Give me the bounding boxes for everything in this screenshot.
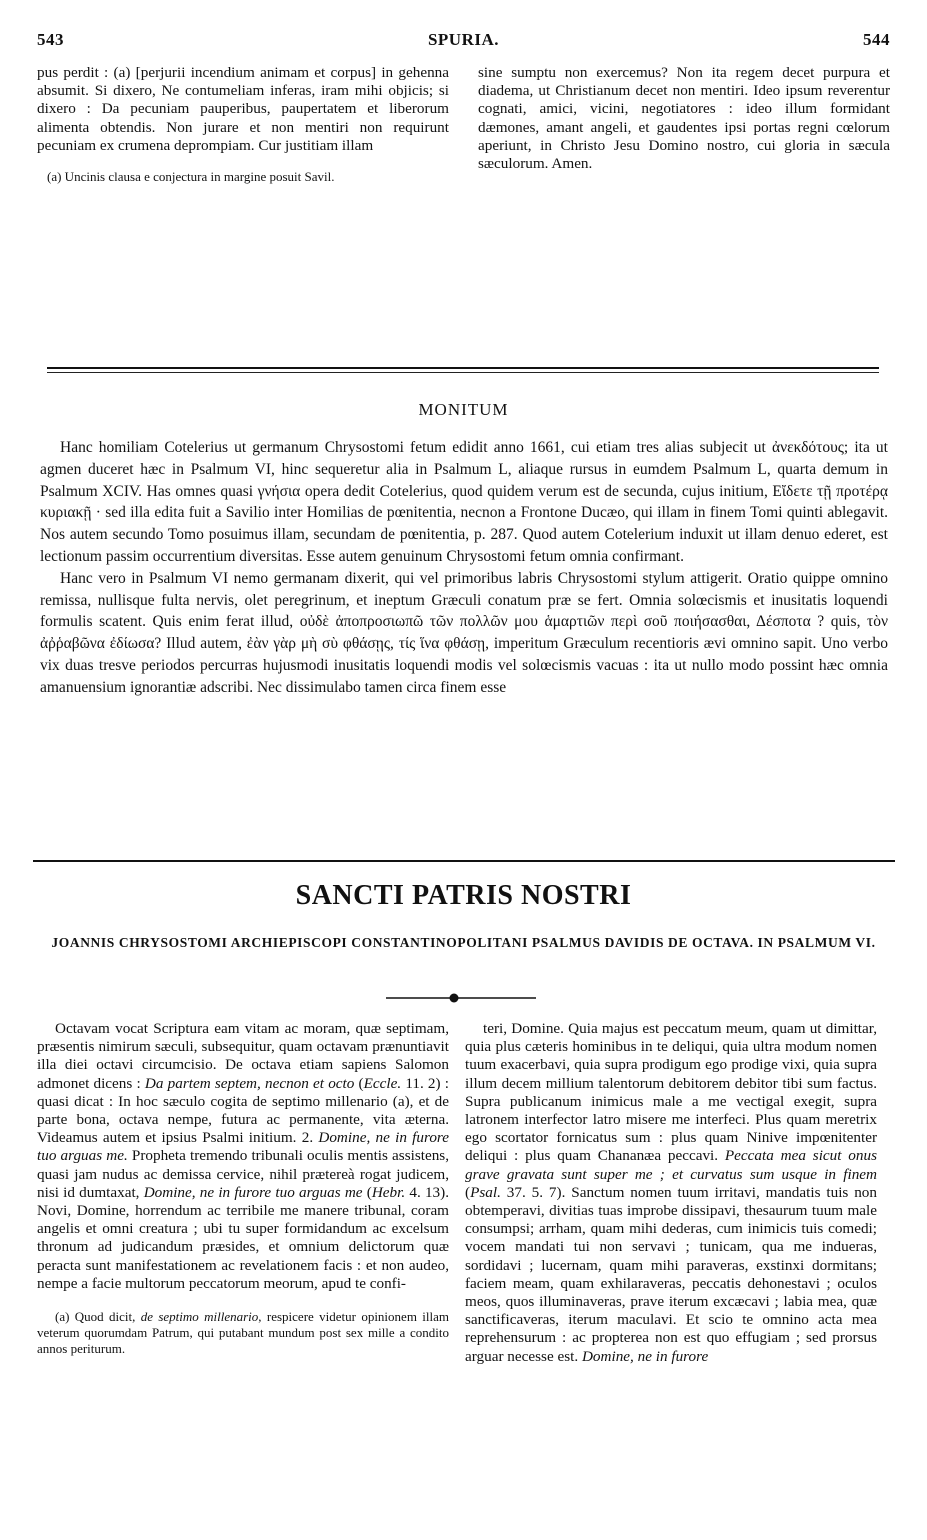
text-run: Propheta tremendo tribunali oculis mentis assistens, quasi jam nudus ac demissa cervice, nihil prætereà rogat judicem, nisi id dumtaxat, — [37, 1147, 449, 1201]
section-divider-thin — [47, 372, 879, 373]
text-run: , respicere videtur opinionem illam veterum quorumdam Patrum, qui putabant mundum post sex mille a condito annos periturum. — [37, 1309, 449, 1357]
italic-run: Hebr. — [371, 1183, 406, 1201]
ornament-rule — [386, 990, 536, 1006]
homily-left-footnote-text — [37, 1309, 449, 1357]
text-run: ( — [354, 1074, 364, 1092]
italic-run: Da partem septem, necnon et octo — [144, 1074, 355, 1092]
homily-subtitle: JOANNIS CHRYSOSTOMI ARCHIEPISCOPI CONSTANTINOPOLITANI PSALMUS DAVIDIS DE OCTAVA. IN PSALMUM VI. — [51, 935, 876, 950]
top-right-column — [478, 64, 890, 173]
italic-run: Domine, ne in furore tuo arguas me. — [37, 1129, 449, 1165]
text-run: ( — [465, 1183, 471, 1201]
top-right-text: sine sumptu non exercemus? Non ita regem decet purpura et diadema, ut Christianum decet non mentiri. Ideo ipsum reverentur cognati, amici, vicini, negotiatores : ideo illum formidant dæmones, amant angeli, et gaudentes ipsi portas regni cœlorum aperiunt, in Christo Jesu Domino nostro, cui gloria in sæcula sæculorum. Amen. — [478, 64, 890, 173]
homily-left-footnote — [37, 1309, 449, 1357]
text-run: Octavam vocat Scriptura eam vitam ac moram, quæ septimam, præsentis nimirum sæculi, subsequitur, quam octavam prænuntiavit illa diei octavi circumcisio. De octava etiam sapiens Salomon admonet dicens : — [37, 1020, 449, 1092]
monitum-paragraph-1: Hanc homiliam Cotelerius ut germanum Chrysostomi fetum edidit anno 1661, cui etiam tres alias subjecit ut ἀνεκδότους; ita ut agmen duceret hæc in Psalmum VI, hinc sequeretur alia in Psalmum L, aliaque rursus in eumdem Psalmum L, quarta demum in Psalmum XCIV. Has omnes quasi γνήσια opera dedit Cotelerius, quod quidem verum est de secunda, cujus initium, Εἴδετε τῇ προτέρᾳ κυριακῇ · sed illa edita fuit a Savilio inter Homilias de pœnitentia, necnon a Frontone Ducæo, qui illam in finem Tomi quinti ablegavit. Nos autem secundo Tomo posuimus illam, secundam de pœnitentia, p. 287. Quod autem Cotelerium induxit ut illam denuo ederet, est lectionum passim occurrentium diversitas. Esse autem genuinum Chrysostomi fetum omnia confirmant. — [40, 439, 888, 565]
italic-run: Domine, ne in furore tuo arguas me — [143, 1183, 363, 1201]
text-run: 37. 5. 7). Sanctum nomen tuum irritavi, mandatis tuis non obtemperavi, divitias tuas improbe dissipavi, thesaurum tuum male consumpsi; arrham, quam mihi dederas, cum inimicis tuis comedi; vocem mandati tui non servavi ; tunicam, qua me indueras, sordidavi ; lucernam, quam mihi paraveras, exstinxi dormitans; faciem meam, quam exhilaraveras, peccatis dehonestavi ; oculos meos, quos illuminaveras, prave iterum excæcavi ; labia mea, quæ sanctificaveras, iterum maculavi. Et scio te omnino acta mea reprehensurum : ac propterea non est quo effugiam ; sed prorsus arguar necesse est. — [465, 1183, 877, 1365]
top-left-footnote — [37, 169, 449, 185]
monitum-title: MONITUM — [418, 400, 509, 419]
page-number-left: 543 — [37, 30, 64, 49]
monitum-body — [40, 437, 888, 699]
italic-run: Domine, ne in furore — [581, 1347, 709, 1365]
homily-right-text — [465, 1020, 877, 1366]
text-run: 4. 13). Novi, Domine, horrendum ac terribile me manere tribunal, coram angelis et omni creatura ; ubi tu super formidandum ac excelsum thronum ad judicandum præsides, et omnium delictorum quæ peracta sunt manifestationem ac revelationem facis : et non audeo, nempe a facie multorum peccatorum meorum, apud te confi- — [37, 1183, 449, 1292]
text-run: teri, Domine. Quia majus est peccatum meum, quam ut dimittar, quia plus cæteris hominibus in te deliqui, quia ultra modum nomen tuum exacerbavi, quia supra prodigum ego prodige vixi, quia supra illum decem millium talentorum debitorem debitor tibi sum factus. Supra publicanum inimicus male a me vectigal exegit, supra latronem interfector latro misere me interfeci. Plus quam meretrix ego scortator fornicatus sum : plus quam Ninive impœnitenter deliqui : plus quam Chananæa peccavi. — [465, 1020, 877, 1165]
homily-left-column — [37, 1020, 449, 1357]
title-divider — [33, 860, 895, 862]
top-left-footnote-text: (a) Uncinis clausa e conjectura in margine posuit Savil. — [47, 169, 335, 185]
page-number-right: 544 — [863, 30, 890, 49]
monitum-paragraph-2: Hanc vero in Psalmum VI nemo germanam dixerit, qui vel primoribus labris Chrysostomi stylum attigerit. Oratio quippe omnino remissa, nullisque fulta nervis, olet peregrinum, et ineptum Græculi conatum præ se fert. Omnia solœcismis et inusitatis loquendi formulis scatent. Quis enim ferat illud, οὐδὲ ἀποπροσιωπῶ τῶν πολλῶν μου ἁμαρτιῶν περὶ σοῦ ποιήσασθαι, Δέσποτα ? quis, τὸν ἀῤῥαβῶνα ἐδίωσα? Illud autem, ἐὰν γὰρ μὴ σὺ φθάσῃς, τίς ἵνα φθάσῃ, imperitum Græculum recentioris ævi omnino sapit. Uno verbo vix duas tresve periodos percurras hujusmodi inusitatis loquendi modis vel solœcismis vacuas : ita ut nullo modo possint hæc omnia amanuensium ignorantiæ adscribi. Nec dissimulabo tamen circa finem esse — [40, 569, 888, 696]
italic-run: Eccle. — [363, 1074, 402, 1092]
italic-run: Psal. — [470, 1183, 501, 1201]
italic-run: de septimo millenario — [140, 1309, 259, 1325]
homily-left-text — [37, 1020, 449, 1293]
italic-run: Peccata mea sicut onus grave gravata sunt super me ; et curvatus sum usque in finem — [465, 1147, 877, 1183]
top-left-text: pus perdit : (a) [perjurii incendium animam et corpus] in gehenna absumit. Si dixero, Ne contumeliam inferas, iram mihi objicis; si dixero : Da pecuniam pauperibus, paupertatem et liberorum alimenta obtendis. Non jurare et non mentiri non requirunt pecuniam ex crumena deprompiam. Cur justitiam illam — [37, 64, 449, 154]
homily-right-column — [465, 1020, 877, 1366]
text-run: ( — [362, 1183, 372, 1201]
text-run: 11. 2) : quasi dicat : In hoc sæculo cogita de septimo millenario (a), et de parte bona, octava nempe, futura ac permanente, vita æterna. Videamus autem et ipsius Psalmi initium. 2. — [37, 1074, 449, 1147]
running-title: SPURIA. — [427, 30, 500, 49]
top-left-column — [37, 64, 449, 185]
homily-title: SANCTI PATRIS NOSTRI — [295, 880, 632, 911]
text-run: (a) Quod dicit, — [55, 1309, 141, 1325]
section-divider — [47, 367, 879, 369]
